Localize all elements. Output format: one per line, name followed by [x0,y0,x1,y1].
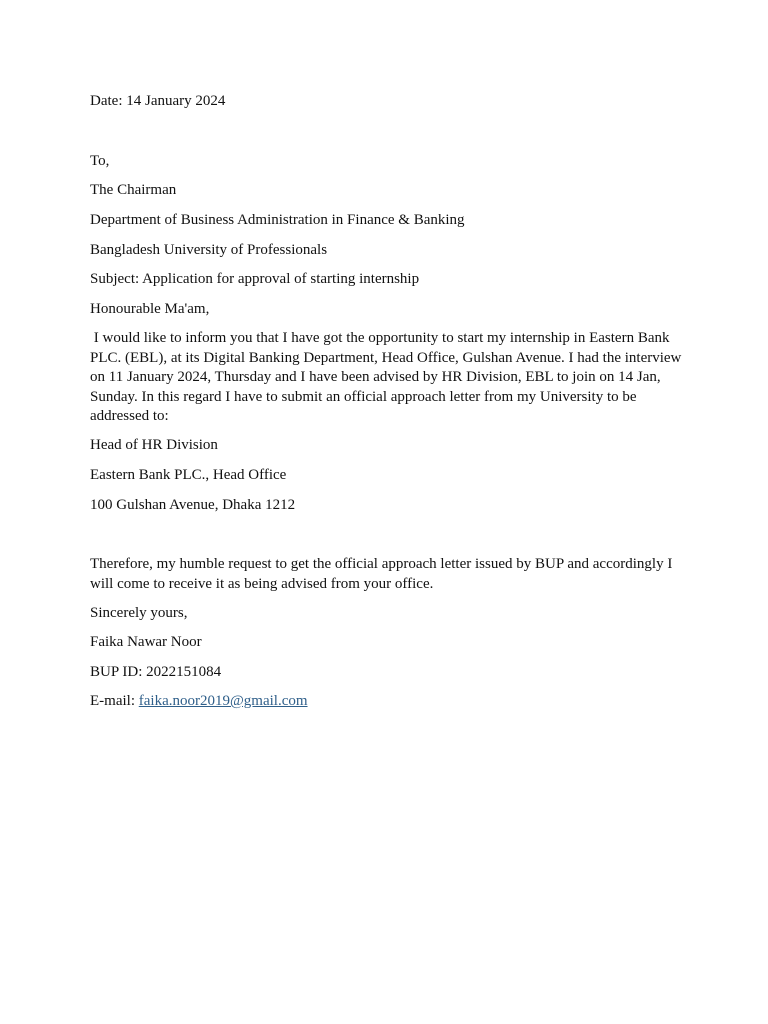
recipient-title: The Chairman [90,182,177,198]
email-link[interactable]: faika.noor2019@gmail.com [138,693,308,709]
letter-subject: Subject: Application for approval of starting internship [90,271,420,287]
email-label: E-mail: [90,693,139,709]
recipient-university: Bangladesh University of Professionals [90,242,328,258]
letter-closing: Sincerely yours, [90,605,188,621]
recipient-department: Department of Business Administration in Finance & Banking [90,212,465,228]
letter-salutation: Honourable Ma'am, [90,301,210,317]
body-paragraph-2: Therefore, my humble request to get the official approach letter issued by BUP and accordingly I will come to receive it as being advised from your office. [90,556,673,592]
sender-id: BUP ID: 2022151084 [90,664,222,680]
letter-date: Date: 14 January 2024 [90,93,226,109]
address-line-2: Eastern Bank PLC., Head Office [90,467,287,483]
sender-name: Faika Nawar Noor [90,634,202,650]
address-line-1: Head of HR Division [90,437,218,453]
sender-email-line [90,692,308,712]
letter-to: To, [90,153,110,169]
body-paragraph-1: I would like to inform you that I have got the opportunity to start my internship in Eastern Bank PLC. (EBL), at its Digital Banking Department, Head Office, Gulshan Avenue. I had the interview on 11 January 2024, Thursday and I have been advised by HR Division, EBL to join on 14 Jan, Sunday. In this regard I have to submit an official approach letter from my University to be addressed to: [90,330,686,425]
address-line-3: 100 Gulshan Avenue, Dhaka 1212 [90,497,296,513]
